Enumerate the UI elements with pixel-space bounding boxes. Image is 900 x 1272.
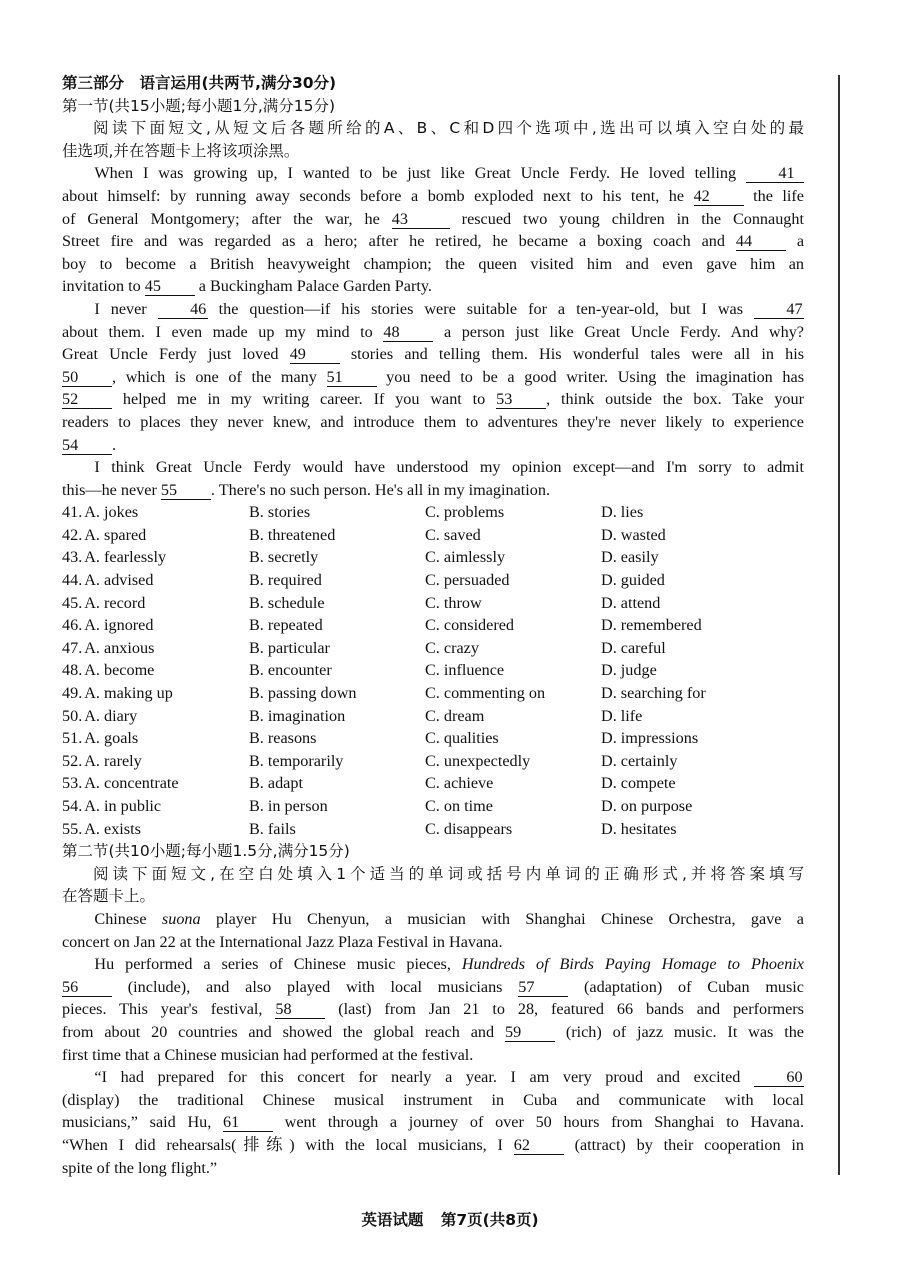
- option-d: D. life: [601, 706, 643, 725]
- option-text: A. fearlessly: [84, 548, 167, 567]
- question-number: 44.: [62, 571, 83, 590]
- option-text: A. spared: [84, 525, 147, 544]
- blank-44: 44: [736, 232, 786, 251]
- passage-line: Great Uncle Ferdy just loved 49 stories and telling them. His wonderful tales were all in his: [62, 345, 805, 364]
- option-d: D. easily: [601, 548, 659, 567]
- option-d: D. careful: [601, 638, 666, 657]
- blank-55: 55: [161, 481, 211, 500]
- option-row: [62, 637, 804, 660]
- option-a: [62, 524, 249, 547]
- option-c: C. considered: [425, 616, 515, 635]
- option-d: D. wasted: [601, 525, 666, 544]
- question-number: 45.: [62, 593, 83, 612]
- page-footer: [0, 1208, 900, 1230]
- option-d: D. lies: [601, 503, 644, 522]
- option-c: C. dream: [425, 706, 485, 725]
- option-row: [62, 592, 804, 615]
- option-row: [62, 727, 804, 750]
- blank-56: 56: [62, 978, 112, 997]
- option-a: [62, 818, 249, 841]
- passage-line: Street fire and was regarded as a hero; after he retired, he became a boxing coach and 44 a: [62, 232, 804, 251]
- passage2-line: “When I did rehearsals(排练) with the local musicians, I 62 (attract) by their cooperation in: [62, 1135, 804, 1154]
- option-text: A. ignored: [84, 616, 154, 635]
- option-row: [62, 772, 804, 795]
- blank-61: 61: [223, 1113, 273, 1132]
- option-b: B. stories: [249, 503, 311, 522]
- option-text: A. exists: [84, 819, 141, 838]
- section1-instruction-1: 阅读下面短文,从短文后各题所给的A、B、C和D四个选项中,选出可以填入空白处的最: [93, 119, 804, 138]
- option-a: [62, 727, 249, 750]
- blank-62: 62: [514, 1136, 564, 1155]
- option-c: C. achieve: [425, 774, 494, 793]
- passage-line: When I was growing up, I wanted to be just like Great Uncle Ferdy. He loved telling 41: [62, 162, 804, 185]
- question-number: 51.: [62, 729, 83, 748]
- option-row: [62, 569, 804, 592]
- blank-50: 50: [62, 368, 112, 387]
- option-b: B. secretly: [249, 548, 319, 567]
- option-text: A. making up: [84, 684, 173, 703]
- blank-59: 59: [505, 1023, 555, 1042]
- option-text: A. anxious: [84, 638, 155, 657]
- option-text: A. diary: [84, 706, 138, 725]
- passage-line: invitation to 45 a Buckingham Palace Garden Party.: [62, 277, 432, 296]
- option-row: [62, 524, 804, 547]
- options-list: [62, 501, 804, 840]
- option-d: D. judge: [601, 661, 657, 680]
- option-text: A. goals: [84, 729, 139, 748]
- option-text: A. concentrate: [84, 774, 179, 793]
- question-number: 49.: [62, 684, 83, 703]
- option-d: D. guided: [601, 571, 665, 590]
- option-b: B. particular: [249, 638, 330, 657]
- option-a: [62, 795, 249, 818]
- option-a: [62, 705, 249, 728]
- option-a: [62, 614, 249, 637]
- footer-page-number: 第7页(共8页): [440, 1211, 539, 1229]
- option-c: C. saved: [425, 525, 481, 544]
- question-number: 42.: [62, 525, 83, 544]
- passage-line: 54 .: [62, 435, 117, 454]
- option-d: D. searching for: [601, 684, 706, 703]
- option-d: D. impressions: [601, 729, 699, 748]
- option-row: [62, 501, 804, 524]
- passage-line: about them. I even made up my mind to 48 a person just like Great Uncle Ferdy. And why?: [62, 322, 804, 341]
- passage2-line: Chinese suona player Hu Chenyun, a musician with Shanghai Chinese Orchestra, gave a: [94, 909, 804, 928]
- option-c: C. unexpectedly: [425, 751, 531, 770]
- passage-line: I think Great Uncle Ferdy would have understood my opinion except—and I'm sorry to admit: [94, 458, 804, 477]
- option-text: A. in public: [84, 797, 162, 815]
- passage2-line: 56 (include), and also played with local musicians 57 (adaptation) of Cuban music: [62, 977, 804, 996]
- option-d: D. on purpose: [601, 797, 693, 815]
- binding-margin-line: [838, 75, 840, 1175]
- passage-line: readers to places they never knew, and introduce them to adventures they're never likely to experience: [62, 412, 804, 431]
- part-title: 第三部分 语言运用(共两节,满分30分): [62, 74, 337, 92]
- section2-instruction-2: 在答题卡上。: [62, 887, 156, 906]
- option-d: D. certainly: [601, 751, 678, 770]
- passage2-line: first time that a Chinese musician had performed at the festival.: [62, 1045, 474, 1064]
- blank-47: 47: [754, 300, 804, 319]
- option-row: [62, 659, 804, 682]
- question-number: 54.: [62, 797, 83, 815]
- blank-52: 52: [62, 390, 112, 409]
- option-d: D. remembered: [601, 616, 702, 635]
- option-row: [62, 614, 804, 637]
- option-a: [62, 772, 249, 795]
- option-row: [62, 546, 804, 569]
- option-c: C. qualities: [425, 729, 499, 748]
- option-row: [62, 705, 804, 728]
- blank-49: 49: [290, 345, 340, 364]
- option-text: A. become: [84, 661, 155, 680]
- option-c: C. persuaded: [425, 571, 510, 590]
- option-b: B. adapt: [249, 774, 303, 793]
- option-text: A. record: [84, 593, 146, 612]
- blank-53: 53: [496, 390, 546, 409]
- passage-line: 52 helped me in my writing career. If you want to 53 , think outside the box. Take your: [62, 390, 804, 409]
- passage2-line: concert on Jan 22 at the International Jazz Plaza Festival in Havana.: [62, 932, 503, 951]
- option-b: B. required: [249, 571, 322, 590]
- option-text: A. rarely: [84, 751, 142, 770]
- blank-60: 60: [754, 1068, 804, 1087]
- option-row: [62, 795, 804, 818]
- option-row: [62, 682, 804, 705]
- passage2-line: musicians,” said Hu, 61 went through a journey of over 50 hours from Shanghai to Havana.: [62, 1113, 804, 1132]
- option-d: D. hesitates: [601, 819, 677, 838]
- passage-line: of General Montgomery; after the war, he 43 rescued two young children in the Connaught: [62, 209, 804, 228]
- option-b: B. imagination: [249, 706, 346, 725]
- question-number: 41.: [62, 503, 83, 522]
- option-b: B. fails: [249, 819, 296, 838]
- question-number: 47.: [62, 638, 83, 657]
- passage-line: about himself: by running away seconds before a bomb exploded next to his tent, he 42 the life: [62, 186, 804, 205]
- passage-line: this—he never 55 . There's no such person. He's all in my imagination.: [62, 480, 551, 499]
- blank-58: 58: [275, 1000, 325, 1019]
- option-b: B. encounter: [249, 661, 332, 680]
- question-number: 52.: [62, 751, 83, 770]
- option-a: [62, 682, 249, 705]
- section2-instruction-1: 阅读下面短文,在空白处填入1个适当的单词或括号内单词的正确形式,并将答案填写: [93, 864, 804, 883]
- question-number: 43.: [62, 548, 83, 567]
- option-c: C. on time: [425, 797, 493, 815]
- blank-48: 48: [383, 323, 433, 342]
- passage-line: I never 46 the question—if his stories were suitable for a ten-year-old, but I was 47: [94, 299, 803, 318]
- option-c: C. problems: [425, 503, 505, 522]
- option-b: B. reasons: [249, 729, 317, 748]
- option-a: [62, 637, 249, 660]
- option-text: A. advised: [84, 571, 154, 590]
- blank-57: 57: [518, 978, 568, 997]
- section1-heading: 第一节(共15小题;每小题1分,满分15分): [62, 96, 336, 115]
- section2-heading: 第二节(共10小题;每小题1.5分,满分15分): [62, 842, 350, 861]
- option-a: [62, 501, 249, 524]
- option-row: [62, 750, 804, 773]
- option-b: B. repeated: [249, 616, 323, 635]
- option-b: B. schedule: [249, 593, 325, 612]
- question-number: 50.: [62, 706, 83, 725]
- blank-46: 46: [158, 300, 208, 319]
- option-a: [62, 569, 249, 592]
- option-c: C. commenting on: [425, 684, 546, 703]
- footer-subject: 英语试题: [361, 1211, 424, 1229]
- option-a: [62, 750, 249, 773]
- passage-line: boy to become a British heavyweight champion; the queen visited him and even gave him an: [62, 254, 804, 273]
- passage2-line: (display) the traditional Chinese musical instrument in Cuba and communicate with local: [62, 1090, 804, 1109]
- option-a: [62, 592, 249, 615]
- page-content: [62, 72, 804, 1179]
- option-a: [62, 659, 249, 682]
- blank-41: 41: [746, 164, 804, 183]
- option-b: B. temporarily: [249, 751, 344, 770]
- passage2-line: pieces. This year's festival, 58 (last) from Jan 21 to 28, featured 66 bands and performers: [62, 1000, 804, 1019]
- option-c: C. influence: [425, 661, 505, 680]
- option-a: [62, 546, 249, 569]
- question-number: 48.: [62, 661, 83, 680]
- section1-instruction-2: 佳选项,并在答题卡上将该项涂黑。: [62, 141, 300, 160]
- option-b: B. threatened: [249, 525, 336, 544]
- option-b: B. passing down: [249, 684, 357, 703]
- blank-54: 54: [62, 436, 112, 455]
- question-number: 46.: [62, 616, 83, 635]
- blank-51: 51: [327, 368, 377, 387]
- blank-45: 45: [145, 277, 195, 296]
- blank-43: 43: [392, 210, 450, 229]
- option-b: B. in person: [249, 797, 328, 815]
- option-c: C. throw: [425, 593, 482, 612]
- passage2-line: “I had prepared for this concert for nearly a year. I am very proud and excited 60: [94, 1068, 803, 1087]
- option-c: C. crazy: [425, 638, 479, 657]
- option-c: C. disappears: [425, 819, 513, 838]
- option-d: D. attend: [601, 593, 661, 612]
- passage2-line: from about 20 countries and showed the global reach and 59 (rich) of jazz music. It was the: [62, 1022, 804, 1041]
- question-number: 55.: [62, 819, 83, 838]
- option-d: D. compete: [601, 774, 676, 793]
- option-row: [62, 818, 804, 841]
- question-number: 53.: [62, 774, 83, 793]
- passage-line: 50 , which is one of the many 51 you need to be a good writer. Using the imagination has: [62, 367, 804, 386]
- option-c: C. aimlessly: [425, 548, 506, 567]
- passage2-line: spite of the long flight.”: [62, 1158, 218, 1177]
- passage2-line: Hu performed a series of Chinese music pieces, Hundreds of Birds Paying Homage to Phoenix: [94, 955, 804, 974]
- option-text: A. jokes: [84, 503, 139, 522]
- blank-42: 42: [694, 187, 744, 206]
